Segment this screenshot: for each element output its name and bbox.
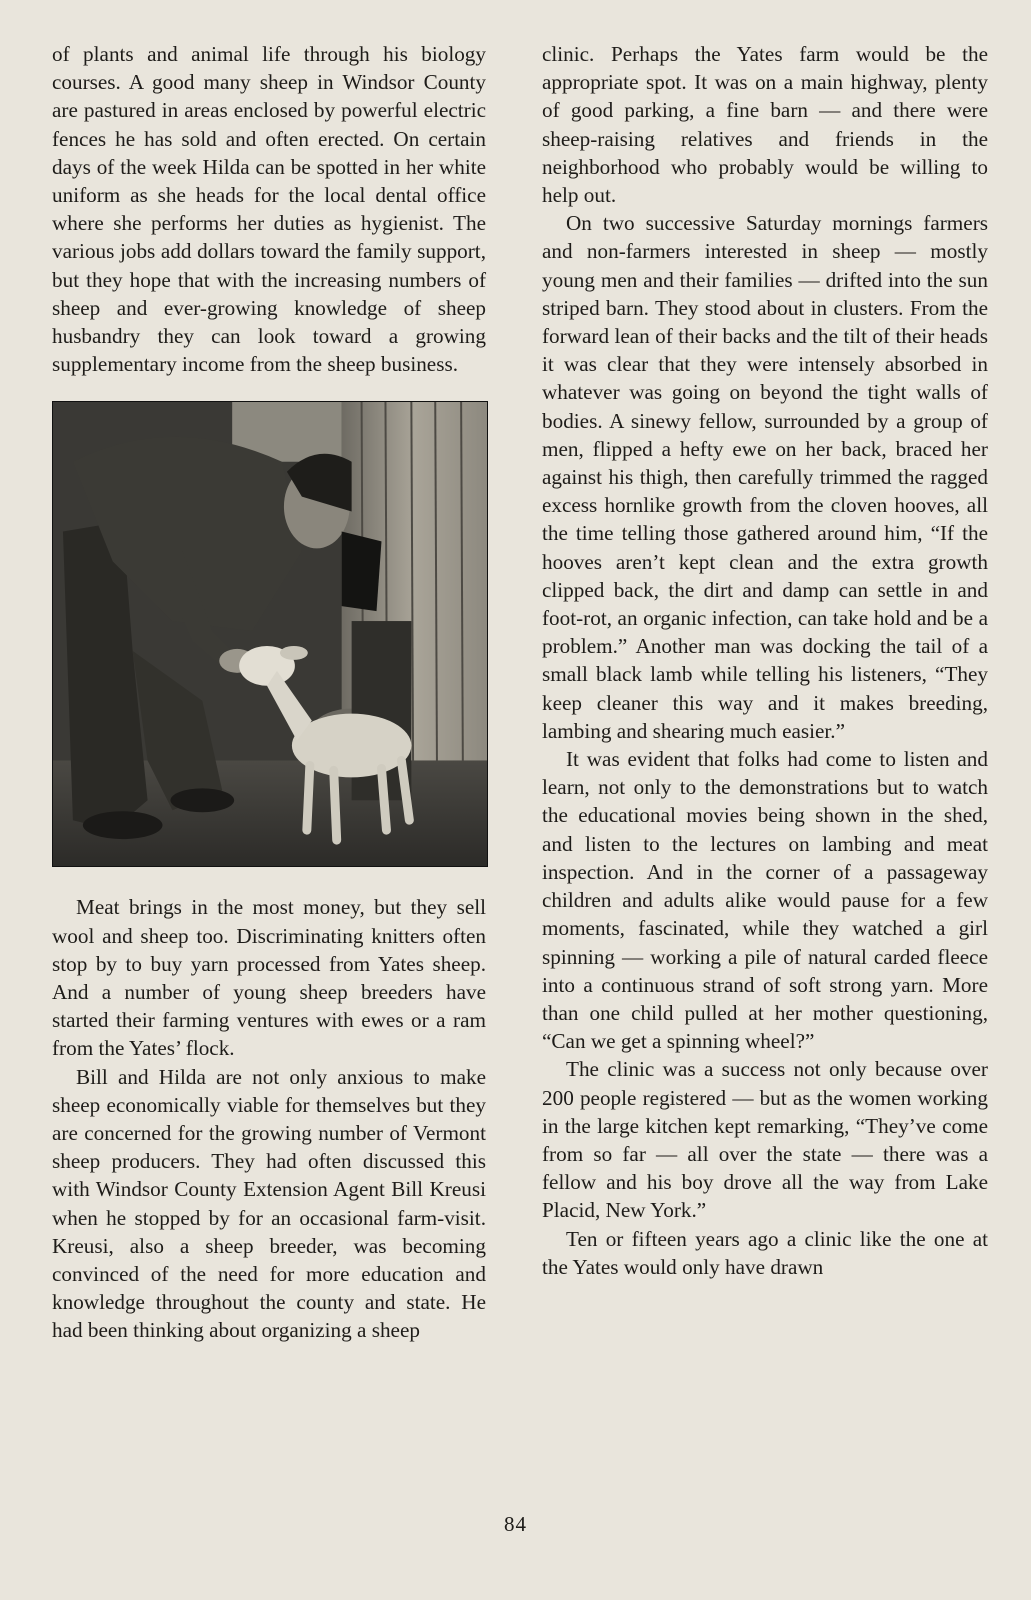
left-paragraph-1: of plants and animal life through his biology courses. A good many sheep in Windsor County are pastured in areas enclosed by powerful electric fences he has sold and often erected. On certain days of the week Hilda can be spotted in her white uniform as she heads for the local dental office where she performs her duties as hygienist. The various jobs add dollars toward the family support, but they hope that with the increasing numbers of sheep and ever-growing knowledge of sheep husbandry they can look toward a growing supplementary income from the sheep business. — [52, 42, 486, 377]
page-number: 84 — [504, 1512, 527, 1536]
right-paragraph-4: The clinic was a success not only because over 200 people registered — but as the women working in the large kitchen kept remarking, “They’ve come from so far — all over the state — there was a fellow and his boy drove all the way from Lake Placid, New York.” — [542, 1057, 988, 1223]
man-boot — [83, 812, 163, 840]
photo-illustration — [53, 402, 487, 866]
right-paragraph-5: Ten or fifteen years ago a clinic like the one at the Yates would only have drawn — [542, 1226, 988, 1279]
left-paragraph-3: Bill and Hilda are not only anxious to make sheep economically viable for themselves but they are concerned for the growing number of Vermont sheep producers. They had often discussed this with Windsor County Extension Agent Bill Kreusi when he stopped by for an occasional farm-visit. Kreusi, also a sheep breeder, was becoming convinced of the need for more education and knowledge throughout the county and state. He had been thinking about organizing a sheep — [52, 1064, 486, 1343]
right-paragraph-3: It was evident that folks had come to listen and learn, not only to the demonstrations but to watch the educational movies being shown in the shed, and listen to the lectures on lambing and meat inspection. And in the corner of a passageway children and adults alike would pause for a few moments, fascinated, while they watched a girl spinning — working a pile of natural carded fleece into a continuous strand of soft strong yarn. More than one child pulled at her mother questioning, “Can we get a spinning wheel?” — [542, 747, 988, 1054]
lamb-ear — [280, 646, 308, 660]
right-column — [542, 40, 988, 1281]
right-paragraph-2: On two successive Saturday mornings farmers and non-farmers interested in sheep — mostly young men and their families — drifted into the sun striped barn. They stood about in clusters. From the forward lean of their backs and the tilt of their heads it was clear that they were intensely absorbed in whatever was going on beyond the tight walls of bodies. A sinewy fellow, surrounded by a group of men, flipped a hefty ewe on her back, braced her against his thigh, then carefully trimmed the ragged excess hornlike growth from the cloven hooves, all the time telling those gathered around him, “If the hooves aren’t kept clean and the extra growth clipped back, the dirt and damp can settle in and foot-rot, an organic infection, can take hold and be a problem.” Another man was docking the tail of a small black lamb while telling his listeners, “They keep cleaner this way and it makes breeding, lambing and shearing much easier.” — [542, 211, 988, 743]
right-paragraph-1: clinic. Perhaps the Yates farm would be the appropriate spot. It was on a main highway, plenty of good parking, a fine barn — and there were sheep-raising relatives and friends in the neighborhood who probably would be willing to help out. — [542, 42, 988, 208]
left-paragraph-2: Meat brings in the most money, but they sell wool and sheep too. Discriminating knitters often stop by to buy yarn processed from Yates sheep. And a number of young sheep breeders have started their farming ventures with ewes or a ram from the Yates’ flock. — [52, 895, 486, 1061]
left-column — [52, 40, 486, 1345]
barn-photo — [52, 401, 488, 867]
